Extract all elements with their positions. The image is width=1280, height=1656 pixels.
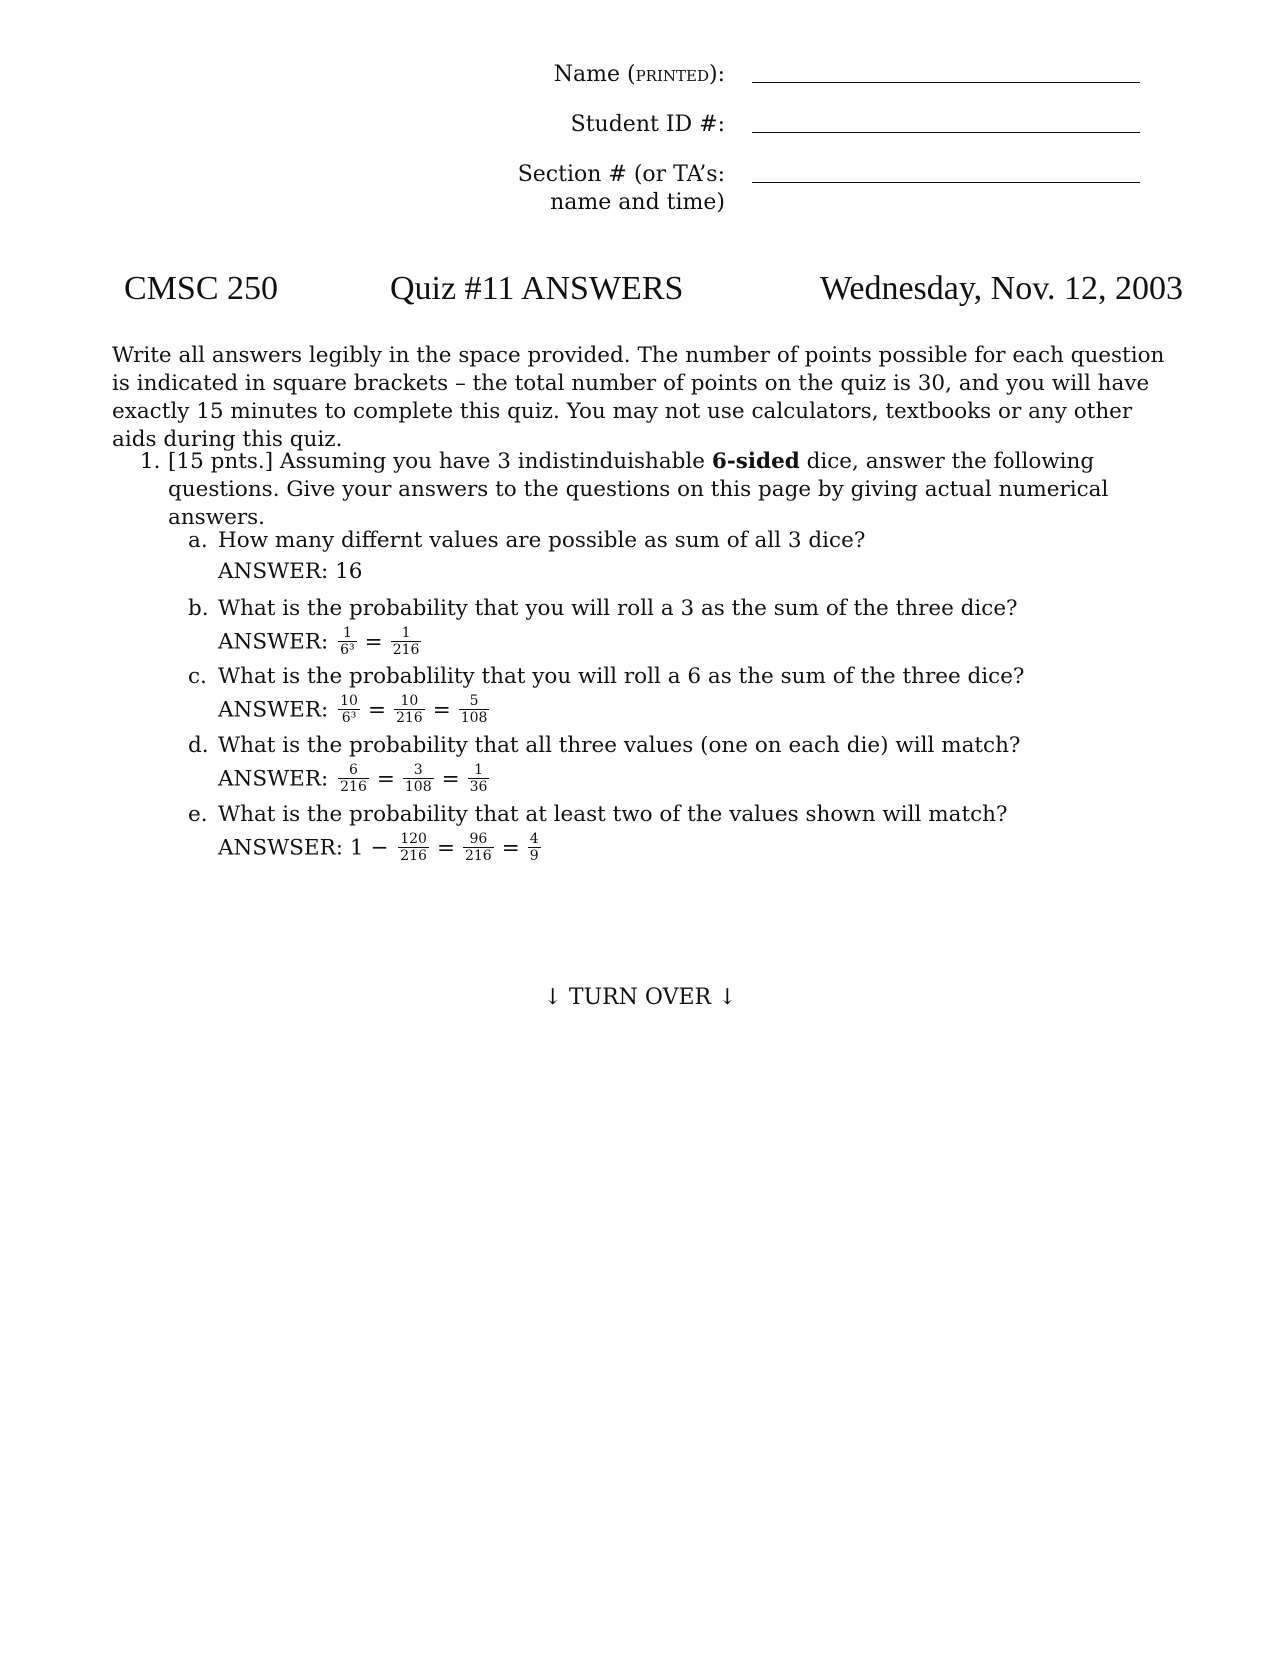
- fraction-denominator: 216: [464, 848, 492, 864]
- fraction-numerator: 6: [338, 763, 369, 779]
- equals-sign: =: [367, 697, 386, 723]
- fraction-denominator: 216: [400, 848, 427, 864]
- course-title: CMSC 250: [124, 270, 278, 307]
- part-e-fraction-3: [528, 832, 541, 863]
- question-1: [140, 448, 1180, 532]
- fraction-denominator: 36: [469, 779, 488, 795]
- fraction-denominator: 216: [340, 779, 367, 795]
- question-1-text-pre: [15 pnts.] Assuming you have 3 indistinduishable: [168, 449, 712, 474]
- fraction-numerator: 4: [529, 831, 539, 847]
- question-1-text-post: dice, answer the following questions. Give your answers to the questions on this page by giving actual numerical answers.: [168, 449, 1109, 530]
- part-a-answer: ANSWER: 16: [218, 559, 363, 584]
- part-d-answer-label: ANSWER:: [218, 766, 329, 792]
- part-d-fraction-3: [468, 763, 490, 794]
- part-c-letter: c.: [188, 664, 207, 689]
- fraction-numerator: 10: [340, 693, 358, 709]
- equals-sign: =: [501, 835, 520, 861]
- part-e-letter: e.: [188, 802, 208, 827]
- question-1-number: 1.: [140, 449, 161, 474]
- question-1-text-bold: 6-sided: [711, 449, 800, 474]
- fraction-denominator: 9: [529, 848, 539, 864]
- part-d-question: [188, 732, 1020, 760]
- part-a-letter: a.: [188, 528, 208, 553]
- fraction-numerator: 3: [403, 763, 434, 779]
- part-e-question-text: What is the probability that at least two of the values shown will match?: [218, 802, 1008, 827]
- name-label-end: ):: [709, 62, 725, 87]
- fraction-denominator: 6³: [340, 642, 355, 658]
- part-d-fraction-2: [403, 763, 434, 794]
- section-field-line[interactable]: [752, 182, 1140, 183]
- fraction-numerator: 5: [459, 694, 490, 710]
- part-d-answer: [218, 764, 492, 795]
- section-field-label-line2: name and time): [550, 190, 725, 215]
- part-e-answer-label: ANSWSER: 1 −: [218, 835, 389, 861]
- part-a-question: [188, 527, 865, 555]
- student-id-field-label: Student ID #:: [570, 112, 725, 137]
- fraction-denominator: 216: [395, 710, 423, 726]
- part-e-answer: [218, 833, 544, 864]
- fraction-numerator: 1: [391, 626, 422, 642]
- fraction-denominator: 6³: [341, 710, 357, 726]
- section-field-label-line1: Section # (or TA’s:: [517, 162, 725, 187]
- part-a-question-text: How many differnt values are possible as sum of all 3 dice?: [218, 528, 866, 553]
- equals-sign: =: [432, 697, 451, 723]
- part-e-fraction-2: [463, 832, 494, 863]
- equals-sign: =: [441, 766, 460, 792]
- fraction-denominator: 108: [404, 779, 432, 795]
- part-b-letter: b.: [188, 596, 209, 621]
- part-c-question-text: What is the probablility that you will roll a 6 as the sum of the three dice?: [218, 664, 1025, 689]
- fraction-numerator: 10: [394, 694, 425, 710]
- name-field-label: [554, 61, 725, 89]
- part-e-question: [188, 801, 1008, 829]
- fraction-denominator: 216: [392, 642, 420, 658]
- equals-sign: =: [376, 766, 395, 792]
- part-b-fraction-2: [391, 626, 422, 657]
- part-d-question-text: What is the probability that all three values (one on each die) will match?: [218, 733, 1021, 758]
- part-c-fraction-3: [459, 694, 490, 725]
- part-b-fraction-1: [338, 626, 357, 657]
- fraction-numerator: 1: [338, 626, 357, 642]
- part-d-fraction-1: [338, 763, 369, 794]
- name-label-printed: printed: [635, 62, 709, 87]
- quiz-date: Wednesday, Nov. 12, 2003: [820, 270, 1184, 307]
- fraction-numerator: 1: [468, 763, 490, 779]
- part-b-question-text: What is the probability that you will roll a 3 as the sum of the three dice?: [218, 596, 1018, 621]
- part-b-answer-label: ANSWER:: [218, 629, 329, 655]
- part-c-question: [188, 663, 1024, 691]
- part-b-answer: [218, 627, 424, 658]
- equals-sign: =: [436, 835, 455, 861]
- part-b-question: [188, 595, 1018, 623]
- quiz-title: Quiz #11 ANSWERS: [390, 270, 684, 307]
- fraction-denominator: 108: [460, 710, 488, 726]
- part-c-answer-label: ANSWER:: [218, 697, 329, 723]
- part-c-fraction-2: [394, 694, 425, 725]
- instructions-paragraph: Write all answers legibly in the space provided. The number of points possible for each question is indicated in square brackets – the total number of points on the quiz is 30, and you will have exactly 15 minutes to complete this quiz. You may not use calculators, textbooks or any other aids during this quiz.: [112, 343, 1165, 452]
- part-c-fraction-1: [338, 694, 360, 725]
- question-1-text: [168, 448, 1180, 532]
- name-label-text: Name (: [553, 62, 636, 87]
- part-d-letter: d.: [188, 733, 209, 758]
- student-id-field-line[interactable]: [752, 132, 1140, 133]
- part-e-fraction-1: [398, 832, 429, 863]
- equals-sign: =: [364, 629, 383, 655]
- turn-over-label: ↓ TURN OVER ↓: [543, 985, 737, 1010]
- fraction-numerator: 120: [400, 831, 427, 847]
- fraction-numerator: 96: [463, 832, 494, 848]
- name-field-line[interactable]: [752, 82, 1140, 83]
- part-c-answer: [218, 695, 492, 726]
